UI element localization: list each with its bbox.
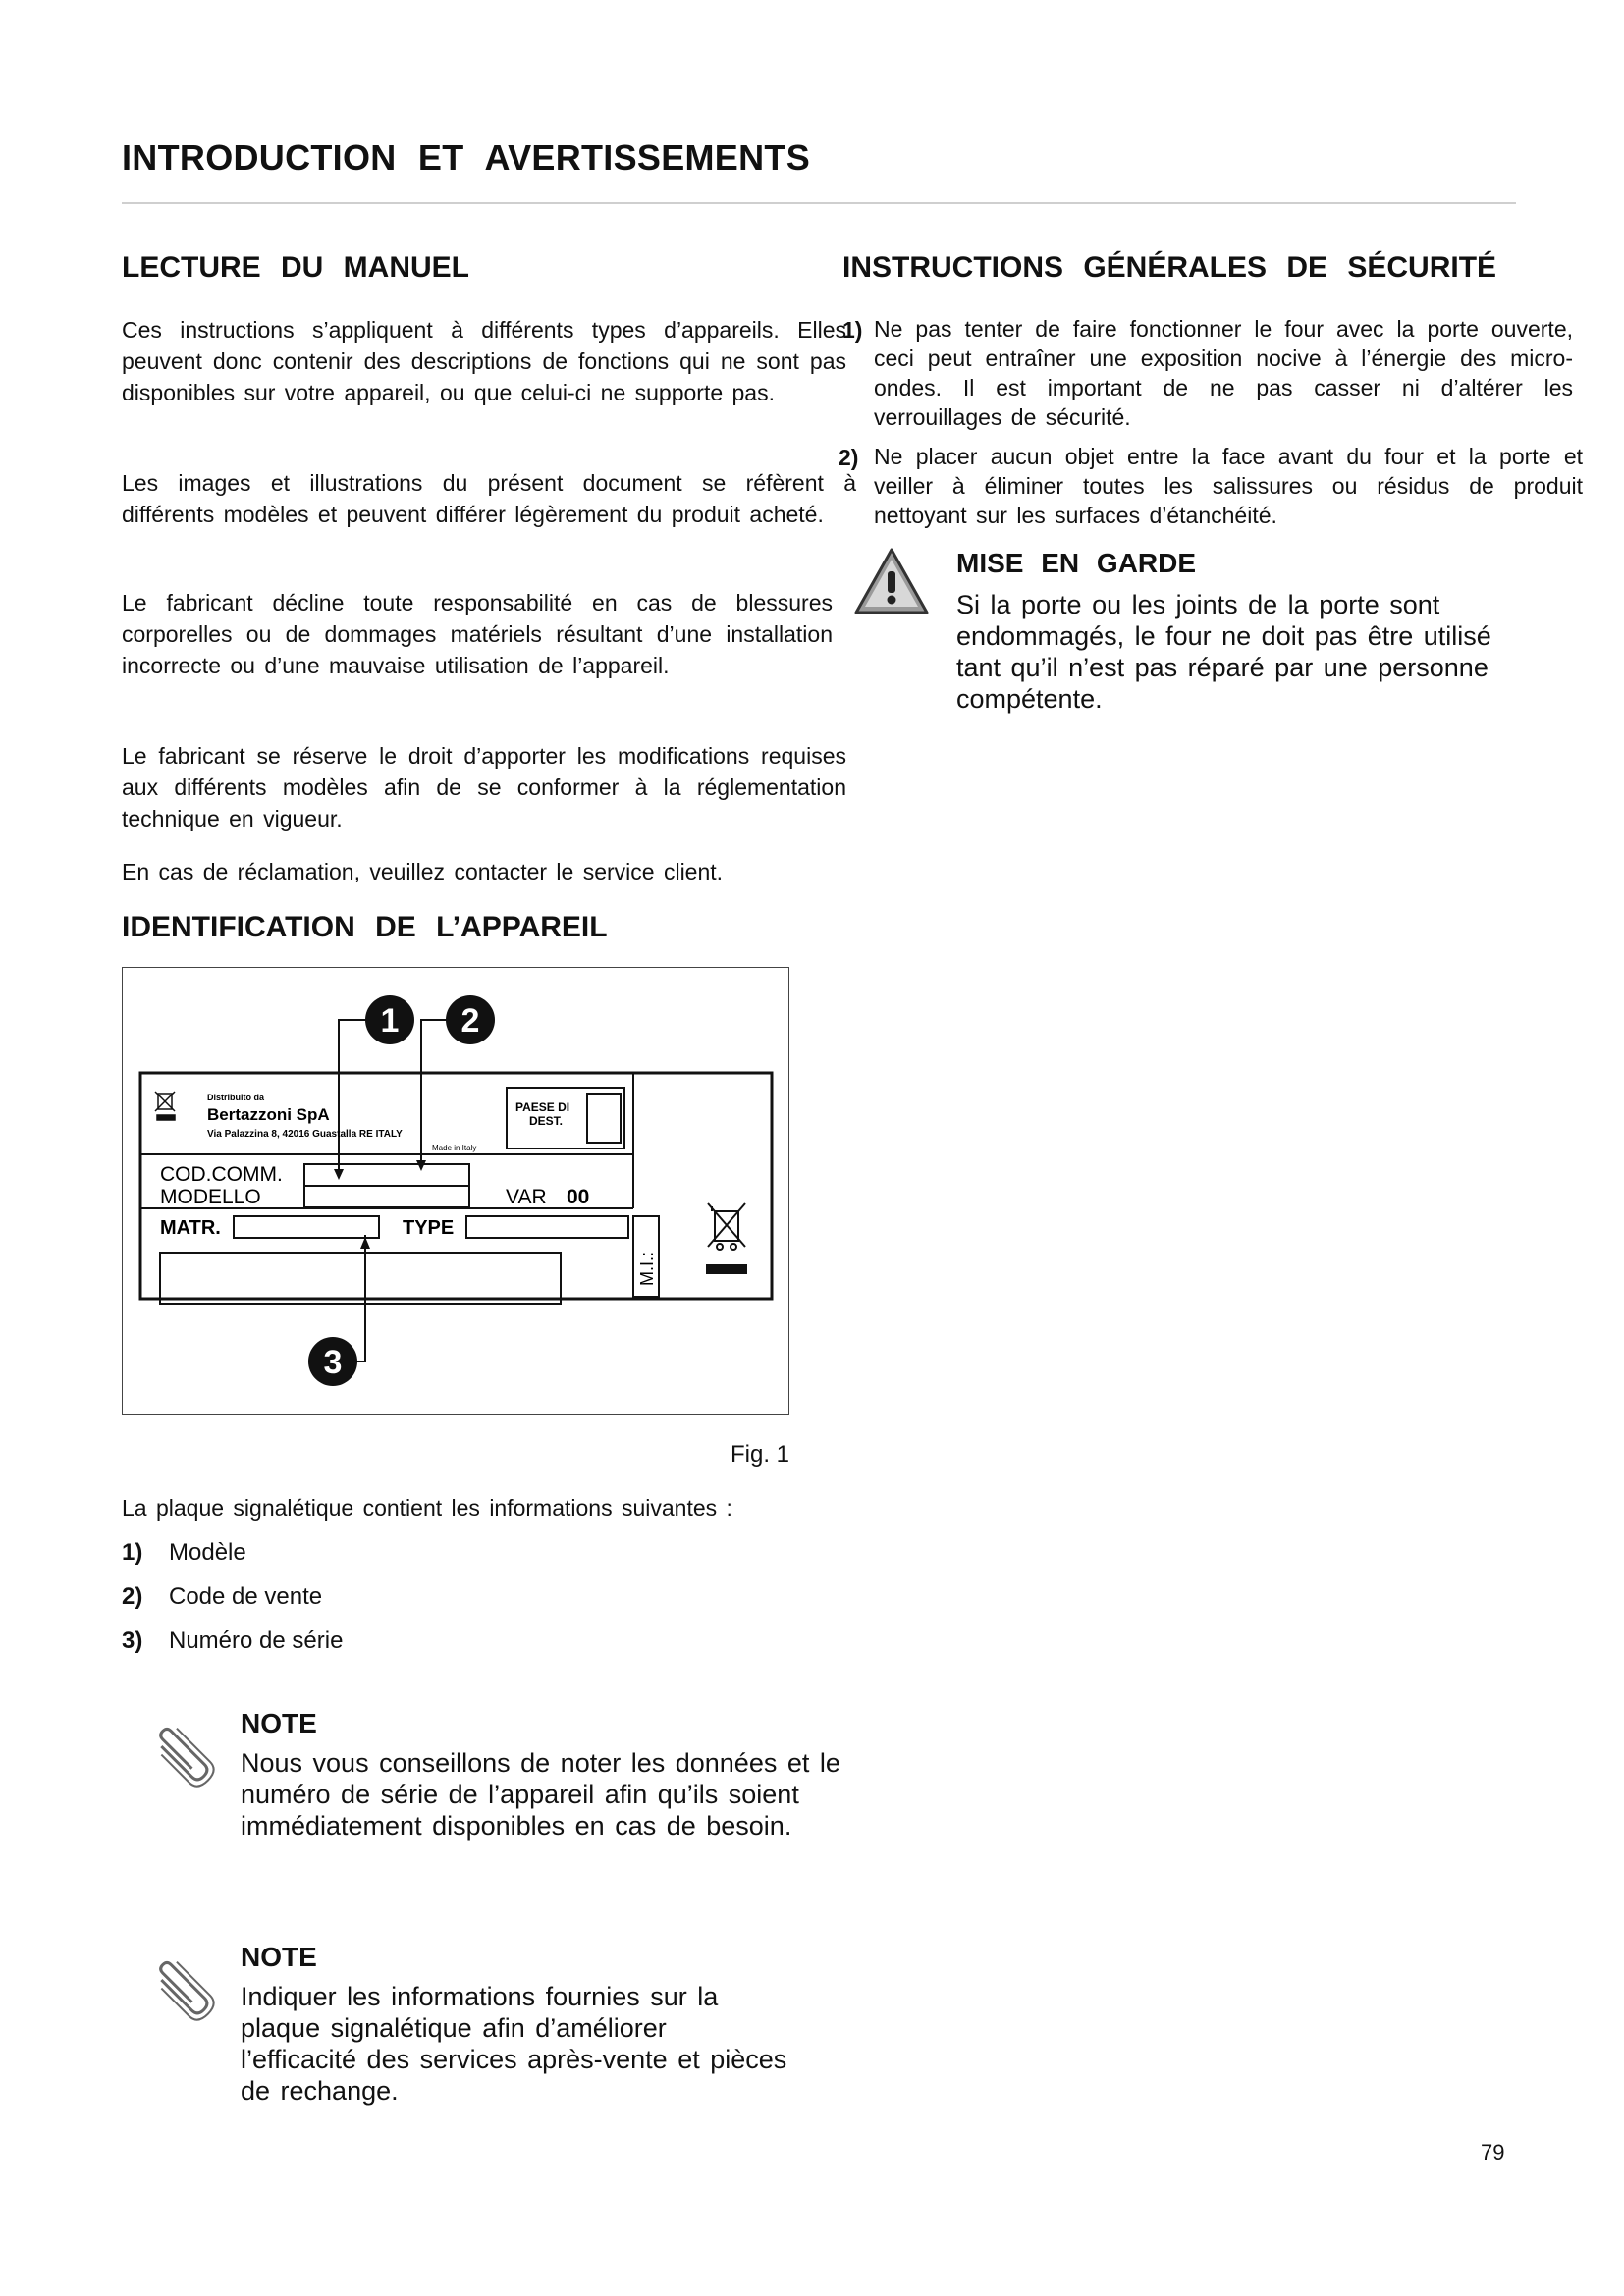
rating-plate-diagram bbox=[123, 968, 790, 1415]
paragraph-illustrations: Les images et illustrations du présent document se réfèrent à différents modèles et peuvent différer légèrement du produit acheté. bbox=[122, 470, 856, 527]
matr-field bbox=[234, 1216, 379, 1238]
plate-country-label-2: DEST. bbox=[529, 1114, 564, 1128]
cod-comm-field bbox=[304, 1164, 469, 1186]
plate-type: TYPE bbox=[403, 1217, 455, 1239]
country-box bbox=[507, 1088, 624, 1148]
plate-country-label-1: PAESE DI bbox=[515, 1100, 570, 1114]
paragraph-applicability: Ces instructions s’appliquent à différents types d’appareils. Elles peuvent donc contenir des descriptions de fonctions qui ne sont pas disponibles sur votre appareil, ou que celui-ci ne supporte pas. bbox=[122, 317, 846, 405]
paperclip-icon bbox=[147, 1720, 220, 1792]
plate-item-label: Modèle bbox=[169, 1539, 246, 1566]
reading-heading: LECTURE DU MANUEL bbox=[122, 251, 469, 284]
callout-1-number: 1 bbox=[380, 1002, 400, 1040]
plate-item-number: 3) bbox=[122, 1628, 143, 1654]
plate-made-in: Made in Italy bbox=[432, 1144, 477, 1152]
note-text: Indiquer les informations fournies sur la plaque signalétique afin d’améliorer l’efficacité des services après-vente et pièces de rechange. bbox=[241, 1982, 787, 2106]
note-heading: NOTE bbox=[241, 1708, 317, 1738]
type-field bbox=[466, 1216, 628, 1238]
callout-1-arrow bbox=[334, 1169, 344, 1180]
page-title: INTRODUCTION ET AVERTISSEMENTS bbox=[122, 137, 811, 178]
plate-matr: MATR. bbox=[160, 1217, 221, 1239]
warning-triangle-icon bbox=[852, 546, 931, 616]
plate-item-number: 2) bbox=[122, 1583, 143, 1610]
plate-distributed-by: Distribuito da bbox=[207, 1093, 264, 1102]
callout-2-leader bbox=[421, 1020, 447, 1162]
warning-heading: MISE EN GARDE bbox=[956, 548, 1197, 578]
country-field bbox=[587, 1094, 621, 1143]
plate-intro: La plaque signalétique contient les informations suivantes : bbox=[122, 1495, 732, 1521]
serial-field bbox=[160, 1253, 561, 1304]
warning-text: Si la porte ou les joints de la porte sont endommagés, le four ne doit pas être utilisé tant qu’il n’est pas réparé par une personne compétente. bbox=[956, 590, 1491, 714]
plate-mi: M.I.: bbox=[637, 1252, 657, 1286]
plate-item-number: 1) bbox=[122, 1539, 143, 1566]
note-text: Nous vous conseillons de noter les données et le numéro de série de l’appareil afin qu’ils soient immédiatement disponibles en cas de besoin. bbox=[241, 1748, 840, 1841]
plate-item-label: Code de vente bbox=[169, 1583, 323, 1610]
plate-item-label: Numéro de série bbox=[169, 1628, 344, 1654]
plate-item bbox=[122, 1539, 246, 1567]
safety-item-number: 1) bbox=[842, 317, 863, 343]
callout-2-number: 2 bbox=[460, 1002, 480, 1040]
paragraph-claims: En cas de réclamation, veuillez contacter le service client. bbox=[122, 859, 724, 884]
plate-company: Bertazzoni SpA bbox=[207, 1105, 330, 1124]
weee-large-icon bbox=[706, 1203, 747, 1274]
plate-address: Via Palazzina 8, 42016 Guastalla RE ITALY bbox=[207, 1129, 403, 1140]
plate-cod-comm: COD.COMM. bbox=[160, 1163, 283, 1186]
safety-heading: INSTRUCTIONS GÉNÉRALES DE SÉCURITÉ bbox=[842, 251, 1497, 284]
weee-small-icon bbox=[155, 1092, 175, 1120]
modello-field bbox=[304, 1186, 469, 1207]
figure-caption: Fig. 1 bbox=[731, 1441, 790, 1468]
rating-plate-figure bbox=[122, 967, 789, 1415]
plate-modello: MODELLO bbox=[160, 1186, 261, 1208]
paperclip-icon bbox=[147, 1953, 220, 2026]
callout-3-number: 3 bbox=[323, 1344, 343, 1381]
safety-item-text: Ne placer aucun objet entre la face avant du four et la porte et veiller à éliminer toutes les salissures ou résidus de produit nettoyant sur les surfaces d’étanchéité. bbox=[874, 444, 1583, 528]
plate-var-value: 00 bbox=[567, 1186, 590, 1208]
identification-heading: IDENTIFICATION DE L’APPAREIL bbox=[122, 911, 608, 943]
plate-item bbox=[122, 1583, 322, 1611]
paragraph-liability: Le fabricant décline toute responsabilité en cas de blessures corporelles ou de dommages matériels résultant d’une installation incorrecte ou d’une mauvaise utilisation de l’appareil. bbox=[122, 590, 833, 678]
plate-var-label: VAR bbox=[506, 1186, 547, 1208]
plate-item bbox=[122, 1628, 343, 1655]
paragraph-modifications: Le fabricant se réserve le droit d’apporter les modifications requises aux différents modèles afin de se conformer à la réglementation technique en vigueur. bbox=[122, 743, 846, 831]
title-divider bbox=[122, 202, 1516, 204]
safety-item-number: 2) bbox=[839, 445, 859, 470]
note-heading: NOTE bbox=[241, 1942, 317, 1972]
callout-2-arrow bbox=[416, 1160, 426, 1171]
page-number: 79 bbox=[1481, 2140, 1505, 2164]
safety-item-text: Ne pas tenter de faire fonctionner le four avec la porte ouverte, ceci peut entraîner une exposition nocive à l’énergie des micro-ondes. Il est important de ne pas casser ni d’altérer les verrouillages de sécurité. bbox=[874, 316, 1573, 430]
callout-1-leader bbox=[339, 1020, 366, 1169]
